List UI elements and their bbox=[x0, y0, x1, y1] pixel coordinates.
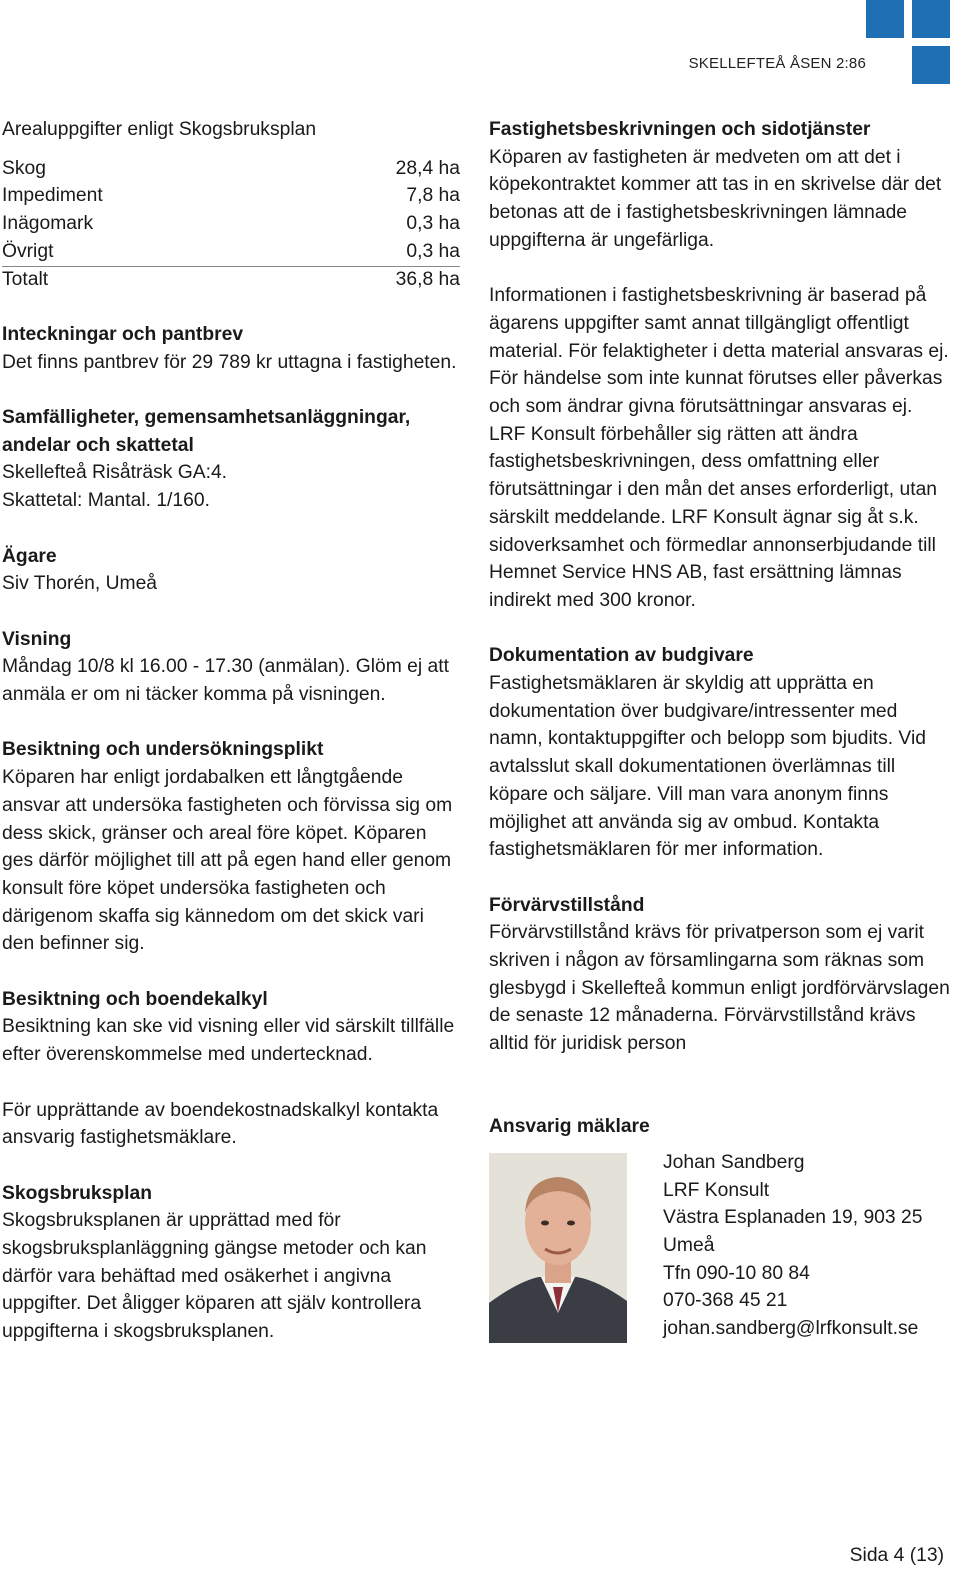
section-body: Informationen i fastighetsbeskrivning är baserad på ägarens uppgifter samt annat tillgängligt offentligt material. För felaktigheter i detta material ansvaras ej. För händelse som inte kunnat förutses eller påverkas och som ändrar givna förutsättningar ansvaras ej. LRF Konsult förbehåller sig rätten att ändra fastighetsbeskrivningen, dess omfattning eller förutsättningar i den mån det anses erforderligt, utan särskilt meddelande. LRF Konsult ägnar sig åt s.k. sidoverksamhet och förmedlar annonserbjudande till Hemnet Service HNS AB, fast ersättning lämnas indirekt med 300 kronor. bbox=[489, 285, 949, 611]
document-header: SKELLEFTEÅ ÅSEN 2:86 bbox=[688, 55, 866, 72]
area-label: Impediment bbox=[2, 185, 103, 207]
area-label: Övrigt bbox=[2, 240, 54, 262]
section-body: Förvärvstillstånd krävs för privatperson som ej varit skriven i någon av församlingarna som räknas som glesbygd i Skellefteå kommun enligt jordförvärvslagen de senaste 12 månaderna. Förvärvstillstånd krävs alltid för juridisk person bbox=[489, 922, 950, 1055]
section-body: Skogsbruksplanen är upprättad med för skogsbruksplanläggning gängse metoder och kan därför vara behäftad med osäkerhet i angivna uppgifter. Det åligger köparen att själv kontrollera uppgifterna i skogsbruksplanen. bbox=[2, 1210, 427, 1343]
agent-company: LRF Konsult bbox=[663, 1179, 770, 1201]
section-body: Det finns pantbrev för 29 789 kr uttagna i fastigheten. bbox=[2, 351, 457, 373]
agent-mobile: 070-368 45 21 bbox=[663, 1290, 788, 1312]
section-body: Måndag 10/8 kl 16.00 - 17.30 (anmälan). Glöm ej att anmäla er om ni täcker komma på visningen. bbox=[2, 656, 449, 705]
section-heading: Besiktning och undersökningsplikt bbox=[2, 739, 324, 761]
section-body: Fastighetsmäklaren är skyldig att upprätta en dokumentation över budgivare/intressenter med namn, kontaktuppgifter och belopp som bjudits. Vid avtalsslut skall dokumentationen överlämnas till köpare och säljare. Vill man vara anonym finns möjlighet att använda sig av ombud. Kontakta fastighetsmäklaren för mer information. bbox=[489, 673, 926, 861]
section-body: Skellefteå Risåträsk GA:4. bbox=[2, 462, 228, 484]
logo-square bbox=[912, 46, 950, 84]
area-value: 28,4 ha bbox=[395, 157, 460, 179]
agent-email[interactable]: johan.sandberg@lrfkonsult.se bbox=[663, 1318, 919, 1340]
area-label: Inägomark bbox=[2, 213, 94, 235]
area-row bbox=[2, 182, 460, 210]
section-body: Skattetal: Mantal. 1/160. bbox=[2, 490, 210, 512]
section-heading: Dokumentation av budgivare bbox=[489, 645, 754, 667]
section-heading: Ansvarig mäklare bbox=[489, 1116, 650, 1138]
area-title: Arealuppgifter enligt Skogsbruksplan bbox=[2, 119, 317, 140]
area-label: Totalt bbox=[2, 268, 49, 290]
section-body: För upprättande av boendekostnadskalkyl kontakta ansvarig fastighetsmäklare. bbox=[2, 1099, 439, 1149]
section-body: Köparen har enligt jordabalken ett långtgående ansvar att undersöka fastigheten och förvissa sig om dess skick, gränser och areal före köpet. Köparen ges därför möjlighet till att på egen hand eller genom konsult före köpet undersöka fastigheten och därigenom skaffa sig kännedom om det skick vari den befinner sig. bbox=[2, 767, 453, 955]
area-value: 0,3 ha bbox=[406, 213, 460, 235]
area-row bbox=[2, 210, 460, 238]
section-heading: Inteckningar och pantbrev bbox=[2, 323, 244, 345]
section-body: Besiktning kan ske vid visning eller vid särskilt tillfälle efter överenskommelse med undertecknad. bbox=[2, 1016, 455, 1066]
section-heading: Visning bbox=[2, 628, 72, 650]
area-value: 0,3 ha bbox=[406, 240, 460, 262]
agent-address: Västra Esplanaden 19, 903 25 bbox=[663, 1207, 923, 1229]
area-label: Skog bbox=[2, 157, 46, 179]
area-row bbox=[2, 238, 460, 266]
agent-phone: Tfn 090-10 80 84 bbox=[663, 1262, 810, 1284]
section-heading: Besiktning och boendekalkyl bbox=[2, 988, 268, 1010]
section-heading: Förvärvstillstånd bbox=[489, 894, 645, 916]
section-heading: Samfälligheter, gemensamhetsanläggningar, andelar och skattetal bbox=[2, 407, 411, 456]
agent-card bbox=[489, 1143, 951, 1363]
logo-square bbox=[912, 0, 950, 38]
section-body: Köparen av fastigheten är medveten om att det i köpekontraktet kommer att tas in en skrivelse där det betonas att de i fastighetsbeskrivningen lämnade uppgifterna är ungefärliga. bbox=[489, 146, 942, 251]
section-heading: Skogsbruksplan bbox=[2, 1182, 153, 1204]
area-value: 36,8 ha bbox=[395, 268, 460, 290]
area-table bbox=[2, 155, 460, 294]
right-column bbox=[489, 116, 951, 1363]
section-body: Siv Thorén, Umeå bbox=[2, 573, 158, 595]
section-heading: Fastighetsbeskrivningen och sidotjänster bbox=[489, 119, 871, 140]
section-heading: Ägare bbox=[2, 545, 57, 567]
left-column bbox=[2, 116, 460, 1346]
agent-photo bbox=[489, 1153, 627, 1343]
agent-name: Johan Sandberg bbox=[663, 1151, 805, 1173]
agent-info bbox=[663, 1149, 922, 1343]
agent-city: Umeå bbox=[663, 1235, 715, 1257]
logo-square bbox=[866, 0, 904, 38]
area-row bbox=[2, 155, 460, 183]
page-number: Sida 4 (13) bbox=[849, 1545, 944, 1566]
area-value: 7,8 ha bbox=[406, 185, 460, 207]
area-row-total bbox=[2, 266, 460, 294]
